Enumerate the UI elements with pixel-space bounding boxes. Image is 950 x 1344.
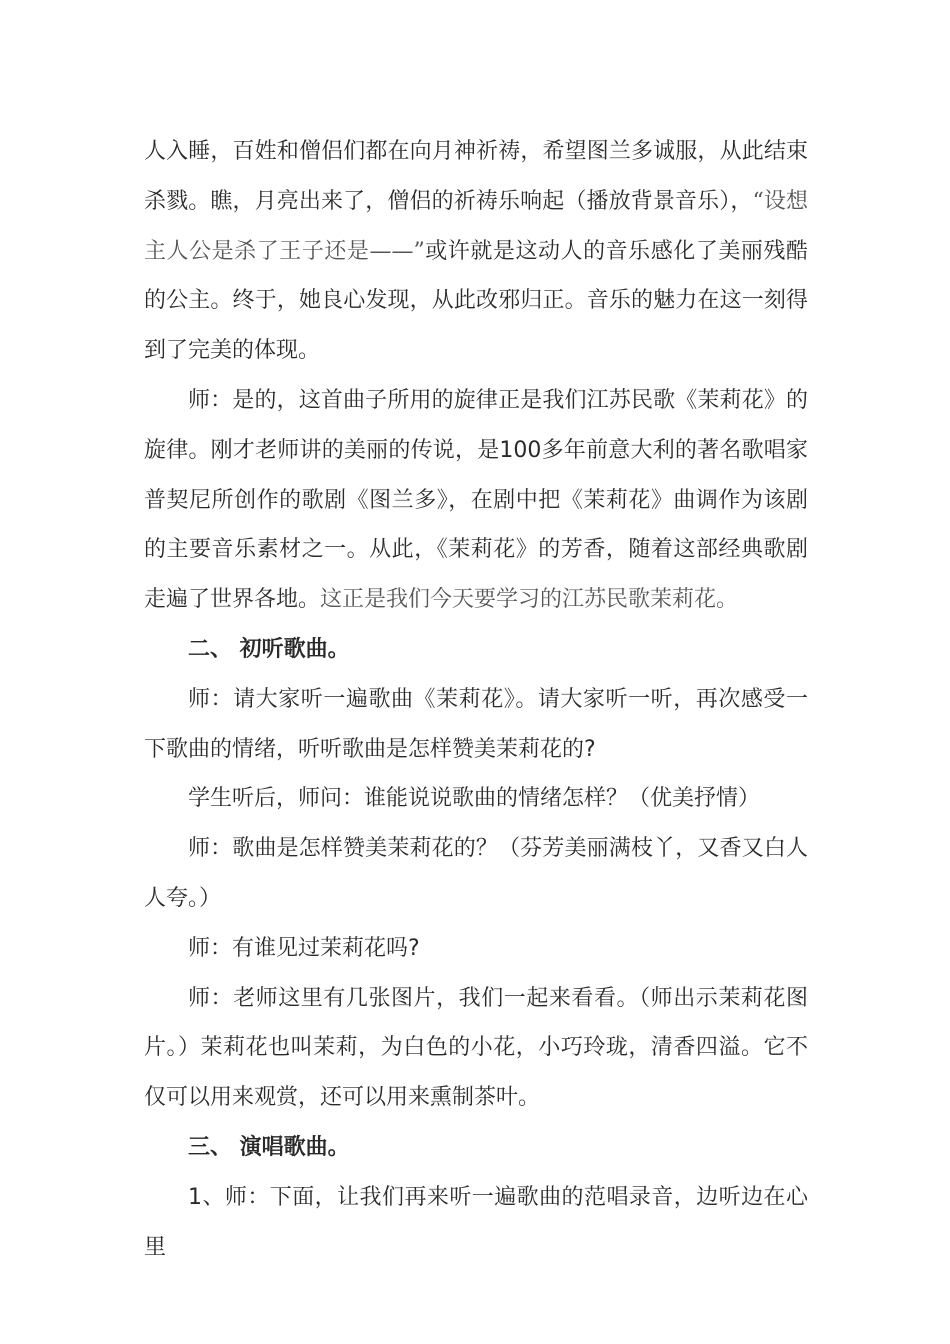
document-page (144, 127, 808, 1272)
paragraph-story-ending (144, 127, 808, 376)
section-heading-sing-song: 三、 演唱歌曲。 (188, 1134, 350, 1160)
section-heading-first-listen: 二、 初听歌曲。 (188, 636, 350, 662)
story-quote: “设想主人公是杀了王子还是——” (144, 188, 808, 264)
story-text: 人入睡，百姓和僧侣们都在向月神祈祷，希望图兰多诚服，从此结束杀戮。瞧，月亮出来了，僧侣的祈祷乐响起（播放背景音乐）， (144, 139, 808, 214)
paragraph-teacher-explanation (144, 376, 808, 625)
lesson-intro-text: 这正是我们今天要学习的江苏民歌茉莉花。 (320, 587, 739, 613)
paragraph-listen-instruction: 师：请大家听一遍歌曲《茉莉花》。请大家听一听，再次感受一下歌曲的情绪，听听歌曲是怎样赞美茉莉花的? (144, 686, 808, 762)
teacher-explanation-text: 师：是的，这首曲子所用的旋律正是我们江苏民歌《茉莉花》的旋律。刚才老师讲的美丽的传说，是100多年前意大利的著名歌唱家普契尼所创作的歌剧《图兰多》，在剧中把《茉莉花》曲调作为该剧的主要音乐素材之一。从此，《茉莉花》的芳香，随着这部经典歌剧走遍了世界各地。 (144, 387, 808, 613)
paragraph-sing-instruction: 1、师：下面，让我们再来听一遍歌曲的范唱录音，边听边在心里 (144, 1184, 808, 1260)
paragraph-seen-question: 师：有谁见过茉莉花吗? (188, 935, 420, 961)
paragraph-pictures: 师：老师这里有几张图片，我们一起来看看。（师出示茉莉花图片。）茉莉花也叫茉莉，为白色的小花，小巧玲珑，清香四溢。它不仅可以用来观赏，还可以用来熏制茶叶。 (144, 985, 808, 1111)
paragraph-praise-question: 师：歌曲是怎样赞美茉莉花的？（芬芳美丽满枝丫，又香又白人人夸。） (144, 836, 808, 911)
paragraph-student-question: 学生听后，师问：谁能说说歌曲的情绪怎样？（优美抒情） (188, 786, 761, 812)
story-text-continued: 或许就是这动人的音乐感化了美丽残酷的公主。终于，她良心发现，从此改邪归正。音乐的魅力在这一刻得到了完美的体现。 (144, 238, 808, 364)
